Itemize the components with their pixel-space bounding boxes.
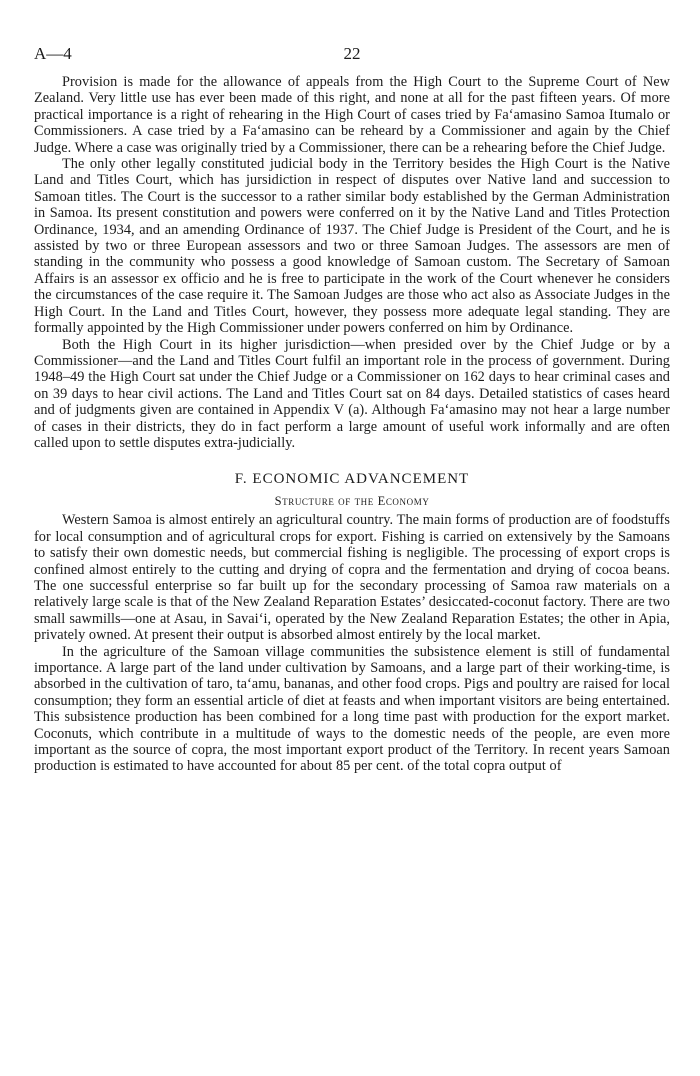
document-page [34,44,670,775]
section-heading: F. ECONOMIC ADVANCEMENT [234,471,470,488]
paragraph-agricultural-country: Western Samoa is almost entirely an agricultural country. The main forms of production are of foodstuffs for local consumption and of agricultural crops for export. Fishing is carried on extensively by the Samoans to satisfy their own domestic needs, but commercial fishing is negligible. The processing of export crops is confined almost entirely to the cutting and drying of copra and the fermentation and drying of cocoa beans. The one successful enterprise so far built up for the secondary processing of Samoa raw materials on a relatively large scale is that of the New Zealand Reparation Estates’ desiccated-coconut factory. There are two small sawmills—one at Asau, in Savai‘i, operated by the New Zealand Reparation Estates; the other in Apia, privately owned. At present their output is absorbed almost entirely by the local market. [34,512,670,644]
paragraph-land-titles-court: The only other legally constituted judicial body in the Territory besides the High Court is the Native Land and Titles Court, which has jursidiction in respect of disputes over Native land and succession to Samoan titles. The Court is the successor to a rather similar body established by the German Administration in Samoa. Its present constitution and powers were conferred on it by the Native Land and Titles Protection Ordinance, 1934, and an amending Ordinance of 1937. The Chief Judge is President of the Court, and he is assisted by two or three European assessors and two or three Samoan Judges. The assessors are men of standing in the community who possess a good knowledge of Samoan custom. The Secretary of Samoan Affairs is an assessor ex officio and he is free to participate in the work of the Court whenever he considers the circumstances of the case require it. The Samoan Judges are those who act also as Associate Judges in the High Court. In the Land and Titles Court, however, they possess more adequate legal standing. They are formally appointed by the High Commissioner under powers conferred on him by Ordinance. [34,156,670,337]
section-subheading: Structure of the Economy [274,494,430,509]
page-header [34,44,670,74]
paragraph-village-agriculture: In the agriculture of the Samoan village communities the subsistence element is still of fundamental importance. A large part of the land under cultivation by Samoans, and a large part of their working-time, is absorbed in the cultivation of taro, ta‘amu, bananas, and other food crops. Pigs and poultry are raised for local consumption; they form an essential article of diet at feasts and when important visitors are being entertained. This subsistence production has been combined for a long time past with production for the export market. Coconuts, which contribute in a multitude of ways to the domestic needs of the people, are even more important as the source of copra, the most important export product of the Territory. In recent years Samoan production is estimated to have accounted for about 85 per cent. of the total copra output of [34,643,670,775]
paragraph-court-roles: Both the High Court in its higher jurisdiction—when presided over by the Chief Judge or by a Commissioner—and the Land and Titles Court fulfil an important role in the process of government. During 1948–49 the High Court sat under the Chief Judge or a Commissioner on 162 days to hear criminal cases and on 39 days to hear civil actions. The Land and Titles Court sat on 84 days. Detailed statistics of cases heard and of judgments given are contained in Appendix V (a). Although Fa‘amasino may not hear a large number of cases in their districts, they do in fact perform a large amount of useful work informally and are often called upon to settle disputes extra-judicially. [34,336,670,451]
paragraph-appeals: Provision is made for the allowance of appeals from the High Court to the Supreme Court of New Zealand. Very little use has ever been made of this right, and none at all for the past fifteen years. Of more practical importance is a right of rehearing in the High Court of cases tried by Fa‘amasino Samoa Itumalo or Commissioners. A case tried by a Fa‘amasino can be reheard by a Commissioner and again by the Chief Judge. Where a case was originally tried by a Commissioner, there can be a rehearing before the Chief Judge. [34,74,670,156]
page-number: 22 [343,44,361,63]
economy-section-text [34,512,670,775]
document-reference: A—4 [34,44,72,63]
judicial-section-text [34,74,670,451]
